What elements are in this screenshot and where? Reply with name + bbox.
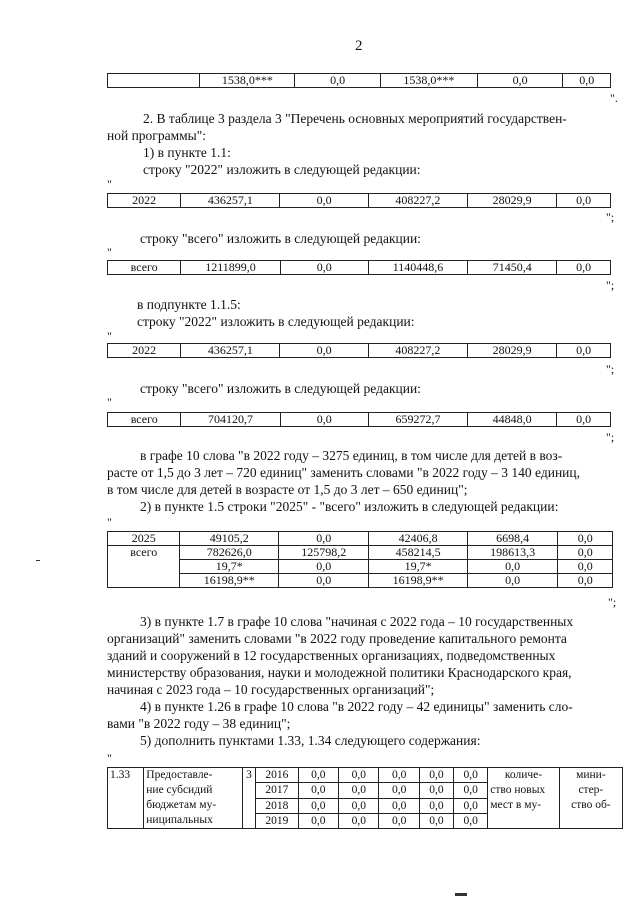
end-quote: ". xyxy=(610,91,618,105)
table-row: всего 782626,0 125798,2 458214,5 198613,3 0,0 xyxy=(108,546,613,560)
end-quote: "; xyxy=(608,595,617,609)
paragraph: строку "2022" изложить в следующей редакции: xyxy=(137,314,415,329)
end-quote: "; xyxy=(606,362,615,376)
paragraph: в графе 10 слова "в 2022 году – 3275 единиц, в том числе для детей в воз- xyxy=(140,448,563,463)
paragraph: строку "всего" изложить в следующей редакции: xyxy=(140,231,421,246)
end-quote: "; xyxy=(606,430,615,444)
end-quote: "; xyxy=(606,278,615,292)
table-row: 2017 0,0 0,0 0,0 0,0 0,0 xyxy=(108,783,623,798)
table-row: 2019 0,0 0,0 0,0 0,0 0,0 xyxy=(108,813,623,828)
table-row: 2022 436257,1 0,0 408227,2 28029,9 0,0 xyxy=(108,194,611,208)
scan-mark xyxy=(36,560,40,561)
table-row-2022 xyxy=(107,193,611,208)
paragraph: зданий и сооружений в 12 государственных организациях, подведомственных xyxy=(107,648,556,663)
open-quote: " xyxy=(107,515,112,529)
paragraph: организаций" заменить словами "в 2022 году проведение капитального ремонта xyxy=(107,631,567,646)
table-row: 2022 436257,1 0,0 408227,2 28029,9 0,0 xyxy=(108,344,611,358)
paragraph: начиная с 2023 года – 10 государственных организаций"; xyxy=(107,682,435,697)
open-quote: " xyxy=(107,751,112,765)
paragraph: 1) в пункте 1.1: xyxy=(143,145,231,160)
table-row: всего 1211899,0 0,0 1140448,6 71450,4 0,0 xyxy=(108,261,611,275)
result-cell: количе- ство новых мест в му- xyxy=(488,768,559,829)
table-row-total-sub xyxy=(107,412,611,427)
table-row: 1538,0*** 0,0 1538,0*** 0,0 0,0 xyxy=(108,74,611,88)
table-2025-total xyxy=(107,531,613,588)
table-row: 2025 49105,2 0,0 42406,8 6698,4 0,0 xyxy=(108,532,613,546)
table-row-total xyxy=(107,260,611,275)
table-row: 19,7* 0,0 19,7* 0,0 0,0 xyxy=(108,560,613,574)
paragraph: 2. В таблице 3 раздела 3 "Перечень основных мероприятий государствен- xyxy=(143,111,567,126)
paragraph: в подпункте 1.1.5: xyxy=(137,297,241,312)
table-row: 2018 0,0 0,0 0,0 0,0 0,0 xyxy=(108,798,623,813)
paragraph: строку "2022" изложить в следующей редакции: xyxy=(143,162,421,177)
paragraph: расте от 1,5 до 3 лет – 720 единиц" заменить словами "в 2022 году – 3 140 единиц, xyxy=(107,465,581,480)
paragraph: ной программы": xyxy=(107,128,206,143)
open-quote: " xyxy=(107,245,112,259)
table-row: всего 704120,7 0,0 659272,7 44848,0 0,0 xyxy=(108,413,611,427)
open-quote: " xyxy=(107,329,112,343)
end-quote: "; xyxy=(606,210,615,224)
paragraph: в том числе для детей в возрасте от 1,5 до 3 лет – 650 единиц"; xyxy=(107,482,468,497)
paragraph: 5) дополнить пунктами 1.33, 1.34 следующего содержания: xyxy=(140,733,481,748)
scan-mark xyxy=(455,893,467,896)
paragraph: 3) в пункте 1.7 в графе 10 слова "начиная с 2022 года – 10 государственных xyxy=(140,614,574,629)
paragraph: 2) в пункте 1.5 строки "2025" - "всего" изложить в следующей редакции: xyxy=(140,499,559,514)
executor-cell: мини- стер- ство об- xyxy=(559,768,622,829)
table-top-row xyxy=(107,73,611,88)
paragraph: министерству образования, науки и молодежной политики Краснодарского края, xyxy=(107,665,572,680)
table-row: 16198,9** 0,0 16198,9** 0,0 0,0 xyxy=(108,574,613,588)
table-row-2022-sub xyxy=(107,343,611,358)
table-row: 1.33 Предоставле- ние субсидий бюджетам му- ниципальных 3 2016 0,0 0,0 0,0 0,0 0,0 количе- ство новых мест в му- мини- стер- ство об- xyxy=(108,768,623,783)
paragraph: вами "в 2022 году – 38 единиц"; xyxy=(107,716,291,731)
table-item-1-33 xyxy=(107,767,623,829)
paragraph: 4) в пункте 1.26 в графе 10 слова "в 2022 году – 42 единицы" заменить сло- xyxy=(140,699,573,714)
item-name-cell: Предоставле- ние субсидий бюджетам му- ниципальных xyxy=(144,768,242,829)
paragraph: строку "всего" изложить в следующей редакции: xyxy=(140,381,421,396)
open-quote: " xyxy=(107,177,112,191)
open-quote: " xyxy=(107,395,112,409)
page-number: 2 xyxy=(355,38,363,54)
